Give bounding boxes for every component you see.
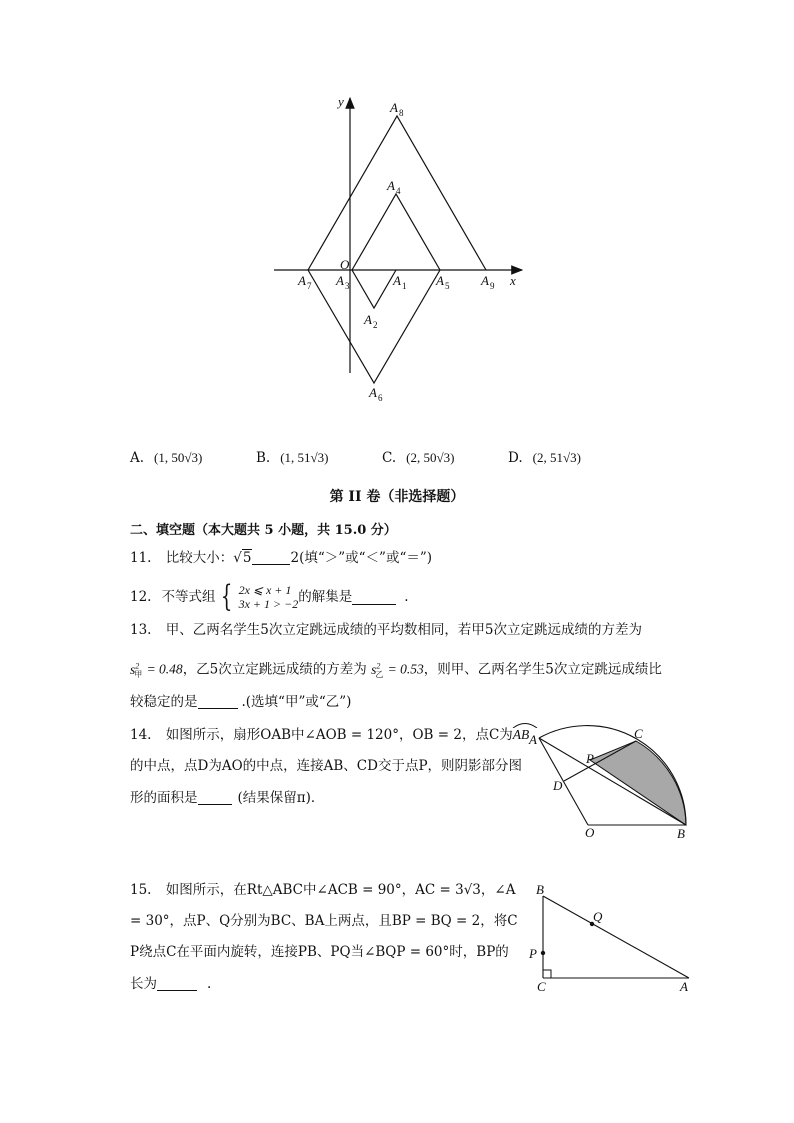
origin-label: O [340, 257, 350, 272]
q11-number: 11. [130, 550, 152, 566]
point-label-a1 [392, 273, 407, 291]
q13-tail: ，则甲、乙两名学生5次立定跳远成绩比 [423, 661, 662, 678]
question-13-line3 [130, 692, 351, 712]
q12-answer-blank[interactable] [352, 590, 396, 605]
point-label-a8 [389, 100, 404, 118]
q15-answer-blank[interactable] [157, 976, 197, 991]
svg-text:6: 6 [378, 393, 383, 403]
question-13-line2 [130, 656, 662, 685]
q11-answer-blank[interactable] [252, 550, 290, 565]
q11-prefix: 比较大小： [165, 550, 234, 566]
question-11 [130, 548, 432, 568]
q13-line1: 甲、乙两名学生5次立定跳远成绩的平均数相同，若甲5次立定跳远成绩的方差为 [165, 622, 642, 638]
q13-s-yi: $s^2_乙$ [371, 661, 384, 680]
part-title: 二、填空题（本大题共 5 小题，共 15.0 分） [130, 523, 397, 538]
segment-ab [543, 896, 689, 978]
q14-line3-prefix: 形的面积是 [130, 790, 198, 806]
point-label-a7 [297, 273, 312, 291]
q15-line4-prefix: 长为 [130, 976, 157, 992]
svg-text:4: 4 [396, 186, 401, 196]
q13-s-jia: $s^2_甲$ [130, 661, 143, 680]
svg-text:A: A [436, 273, 444, 288]
q14-line2: 的中点，点D为AO的中点，连接AB、CD交于点P，则阴影部分图 [130, 758, 523, 774]
svg-text:9: 9 [490, 281, 495, 291]
q13-s-yi-value: = 0.53 [387, 661, 424, 677]
choice-a[interactable] [130, 450, 202, 466]
q14-arc: AB [513, 725, 530, 745]
sector-label-c: C [634, 726, 643, 741]
point-label-a9 [480, 273, 495, 291]
q11-sqrt: √5 [233, 550, 252, 566]
point-label-a6 [368, 385, 383, 403]
triangle-a3-a4-a5 [352, 194, 440, 270]
sector-label-b: B [677, 826, 685, 841]
question-15-line3 [130, 942, 509, 962]
q15-line4-suffix: . [207, 976, 212, 992]
choice-c[interactable] [382, 450, 454, 466]
choice-d-letter: D. [508, 450, 523, 466]
question-14-line2 [130, 756, 522, 776]
svg-text:8: 8 [399, 108, 404, 118]
svg-text:3: 3 [345, 281, 350, 291]
coordinate-figure [260, 88, 540, 418]
q13-number: 13. [130, 622, 152, 638]
choice-b-letter: B. [256, 450, 271, 466]
triangle-a3-a2-a1 [352, 270, 396, 308]
svg-text:A: A [387, 178, 395, 193]
svg-text:A: A [481, 273, 489, 288]
q12-number: 12. [130, 589, 152, 605]
question-15-line2 [130, 911, 518, 931]
choice-a-letter: A. [130, 450, 145, 466]
sector-label-o: O [585, 825, 595, 840]
shaded-region [590, 741, 686, 825]
question-14-line1 [130, 725, 529, 745]
q13-s-jia-value: = 0.48 [146, 661, 183, 677]
choice-b[interactable] [256, 450, 329, 466]
svg-text:A: A [336, 273, 344, 288]
triangle-label-q: Q [593, 909, 603, 924]
svg-text:5: 5 [445, 281, 450, 291]
q15-line1: 如图所示，在Rt△ABC中∠ACB = 90°，AC = 3√3，∠A [165, 882, 516, 898]
q12-prefix: 不等式组 [161, 589, 216, 605]
point-label-a2 [363, 312, 378, 330]
choice-c-letter: C. [382, 450, 397, 466]
q13-line3-suffix: .(选填“甲”或“乙”) [241, 694, 352, 710]
q12-eq1: 2x ⩽ x + 1 [238, 583, 292, 597]
q13-mid: ，乙5次立定跳远成绩的方差为 [182, 661, 367, 678]
point-p [541, 951, 545, 955]
q15-line3: P绕点C在平面内旋转，连接PB、PQ当∠BQP = 60°时，BP的 [130, 944, 509, 960]
svg-text:1: 1 [402, 281, 407, 291]
svg-text:A: A [369, 385, 377, 400]
sector-label-a: A [529, 732, 537, 747]
svg-text:A: A [298, 273, 306, 288]
q12-end: . [404, 589, 409, 605]
q15-line2: = 30°，点P、Q分别为BC、BA上两点，且BP = BQ = 2，将C [130, 913, 518, 929]
point-label-a3 [335, 273, 350, 291]
q12-eq2: 3x + 1 > −2 [238, 597, 299, 611]
triangle-figure [522, 880, 702, 995]
q15-number: 15. [130, 882, 152, 898]
q14-line3-suffix: (结果保留π)． [237, 790, 325, 806]
segment-oa [539, 738, 588, 825]
svg-text:A: A [393, 273, 401, 288]
choice-c-value: (2, 50√3) [406, 450, 455, 465]
q13-line3-prefix: 较稳定的是 [130, 694, 198, 710]
q14-answer-blank[interactable] [198, 790, 232, 805]
choice-d-value: (2, 51√3) [532, 450, 581, 465]
q14-number: 14. [130, 727, 152, 743]
triangle-label-a: A [680, 979, 688, 994]
axis-label-y: y [338, 94, 344, 109]
question-12 [130, 579, 409, 614]
choice-a-value: (1, 50√3) [154, 450, 203, 465]
svg-text:A: A [390, 100, 398, 115]
question-15-line1 [130, 880, 515, 900]
svg-text:2: 2 [373, 320, 378, 330]
q12-suffix: 的解集是 [298, 589, 353, 605]
svg-text:7: 7 [307, 281, 312, 291]
q14-line1: 如图所示，扇形OAB中∠AOB = 120°，OB = 2，点C为 [165, 727, 513, 743]
triangle-label-b: B [536, 882, 544, 897]
right-angle-mark [543, 970, 551, 978]
choice-b-value: (1, 51√3) [280, 450, 329, 465]
question-15-line4 [130, 974, 211, 994]
choice-d[interactable] [508, 450, 581, 466]
svg-text:A: A [364, 312, 372, 327]
question-14-line3 [130, 788, 324, 808]
sector-label-d: D [553, 778, 563, 793]
sector-figure [524, 720, 704, 845]
point-label-a5 [435, 273, 450, 291]
q12-brace: { [221, 579, 233, 614]
point-label-a4 [386, 178, 401, 196]
triangle-label-c: C [537, 979, 546, 994]
triangle-label-p: P [529, 946, 537, 961]
sector-label-p: P [586, 751, 594, 766]
q11-suffix: 2(填“＞”或“＜”或“＝”) [290, 550, 433, 566]
section-title: 第 II 卷（非选择题） [329, 489, 465, 505]
q13-answer-blank[interactable] [198, 694, 238, 709]
axis-label-x: x [510, 273, 516, 288]
question-13-line1 [130, 620, 642, 640]
q12-system [239, 583, 299, 611]
